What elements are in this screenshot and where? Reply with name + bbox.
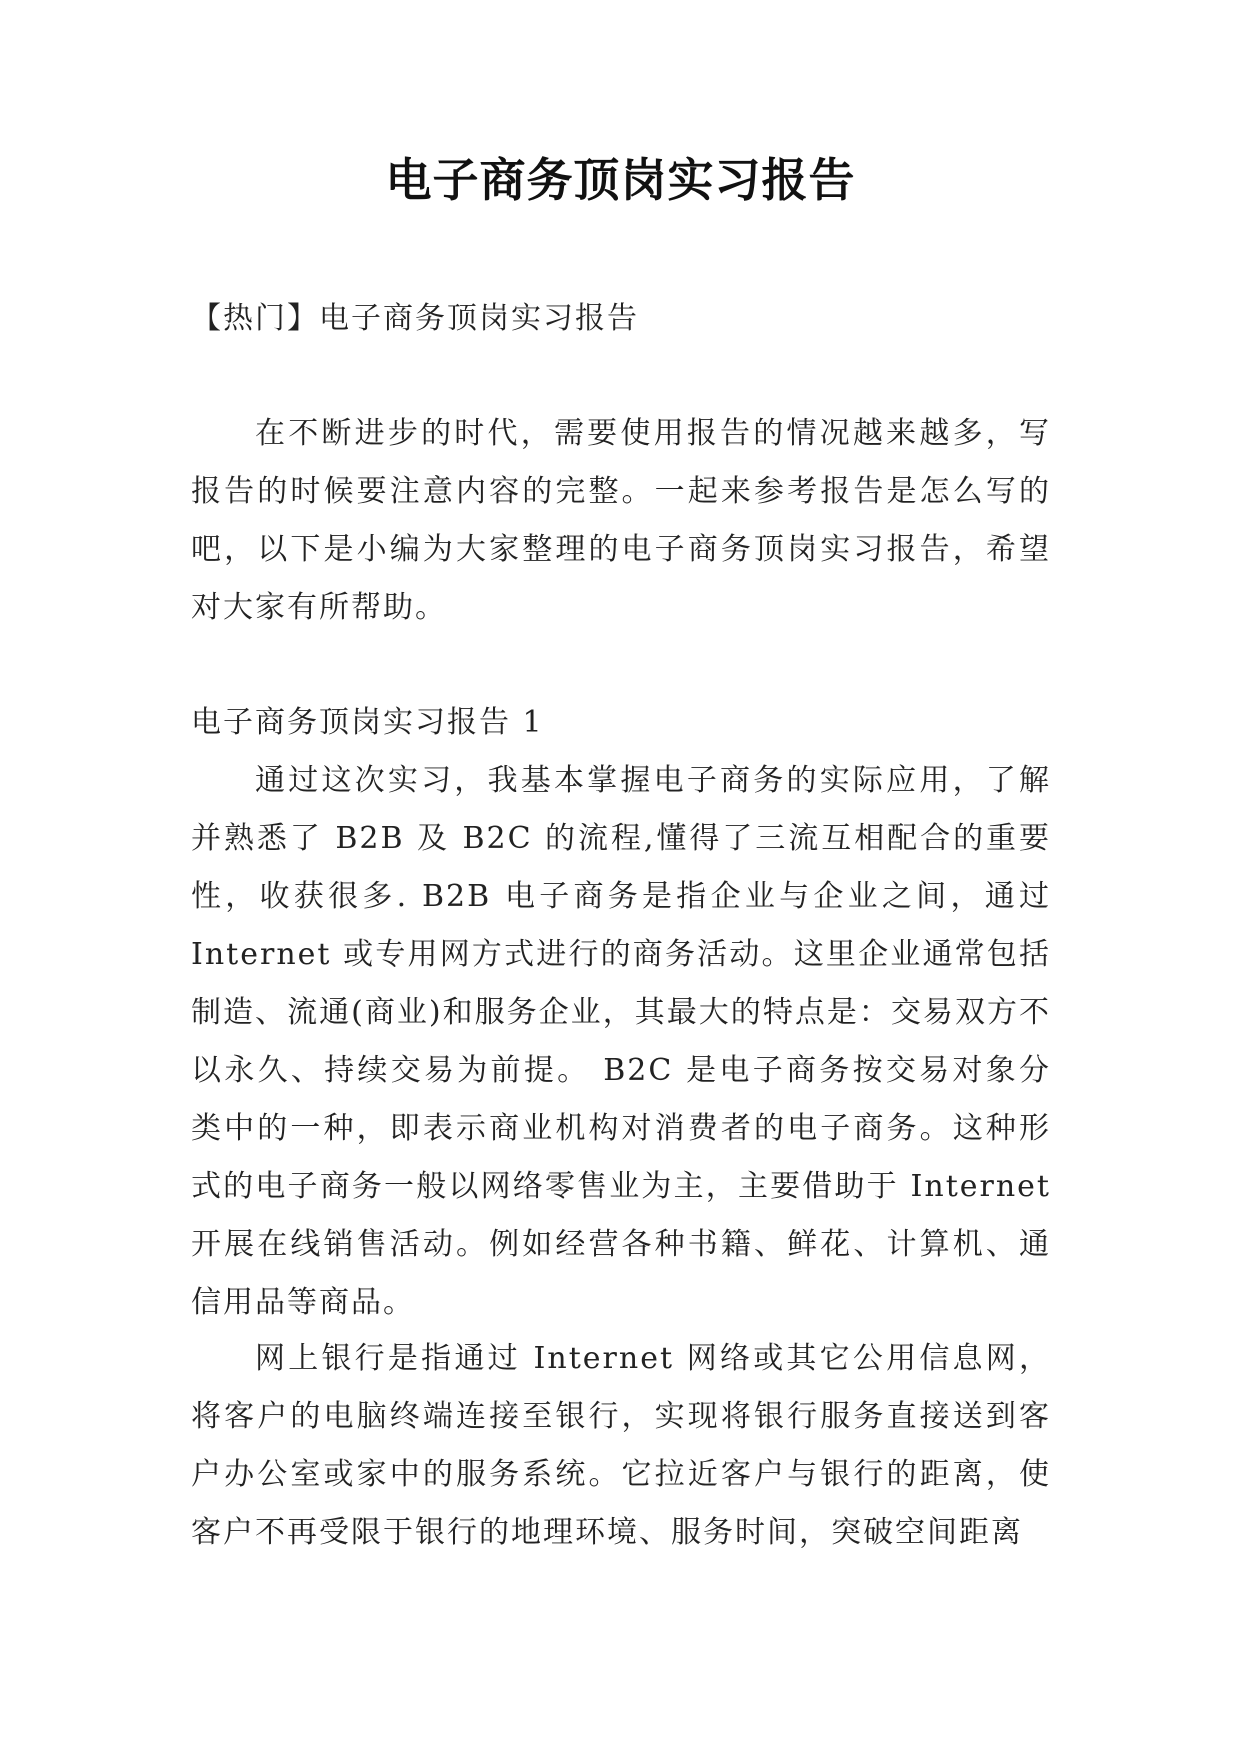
section-heading: 电子商务顶岗实习报告 1	[191, 705, 544, 740]
hot-label-line: 【热门】电子商务顶岗实习报告	[191, 301, 639, 336]
body-paragraph-1: 通过这次实习，我基本掌握电子商务的实际应用，了解并熟悉了 B2B 及 B2C 的流程,懂得了三流互相配合的重要性，收获很多. B2B 电子商务是指企业与企业之间，通过 Internet 或专用网方式进行的商务活动。这里企业通常包括制造、流通(商业)和服务企业，其最大的特点是：交易双方不以永久、持续交易为前提。 B2C 是电子商务按交易对象分类中的一种，即表示商业机构对消费者的电子商务。这种形式的电子商务一般以网络零售业为主，主要借助于 Internet 开展在线销售活动。例如经营各种书籍、鲜花、计算机、通信用品等商品。	[191, 763, 1051, 1320]
body-paragraph-2: 网上银行是指通过 Internet 网络或其它公用信息网，将客户的电脑终端连接至银行，实现将银行服务直接送到客户办公室或家中的服务系统。它拉近客户与银行的距离，使客户不再受限于银行的地理环境、服务时间，突破空间距离	[191, 1341, 1051, 1550]
intro-paragraph: 在不断进步的时代，需要使用报告的情况越来越多，写报告的时候要注意内容的完整。一起来参考报告是怎么写的吧，以下是小编为大家整理的电子商务顶岗实习报告，希望对大家有所帮助。	[191, 416, 1051, 625]
document-title: 电子商务顶岗实习报告	[385, 153, 856, 207]
